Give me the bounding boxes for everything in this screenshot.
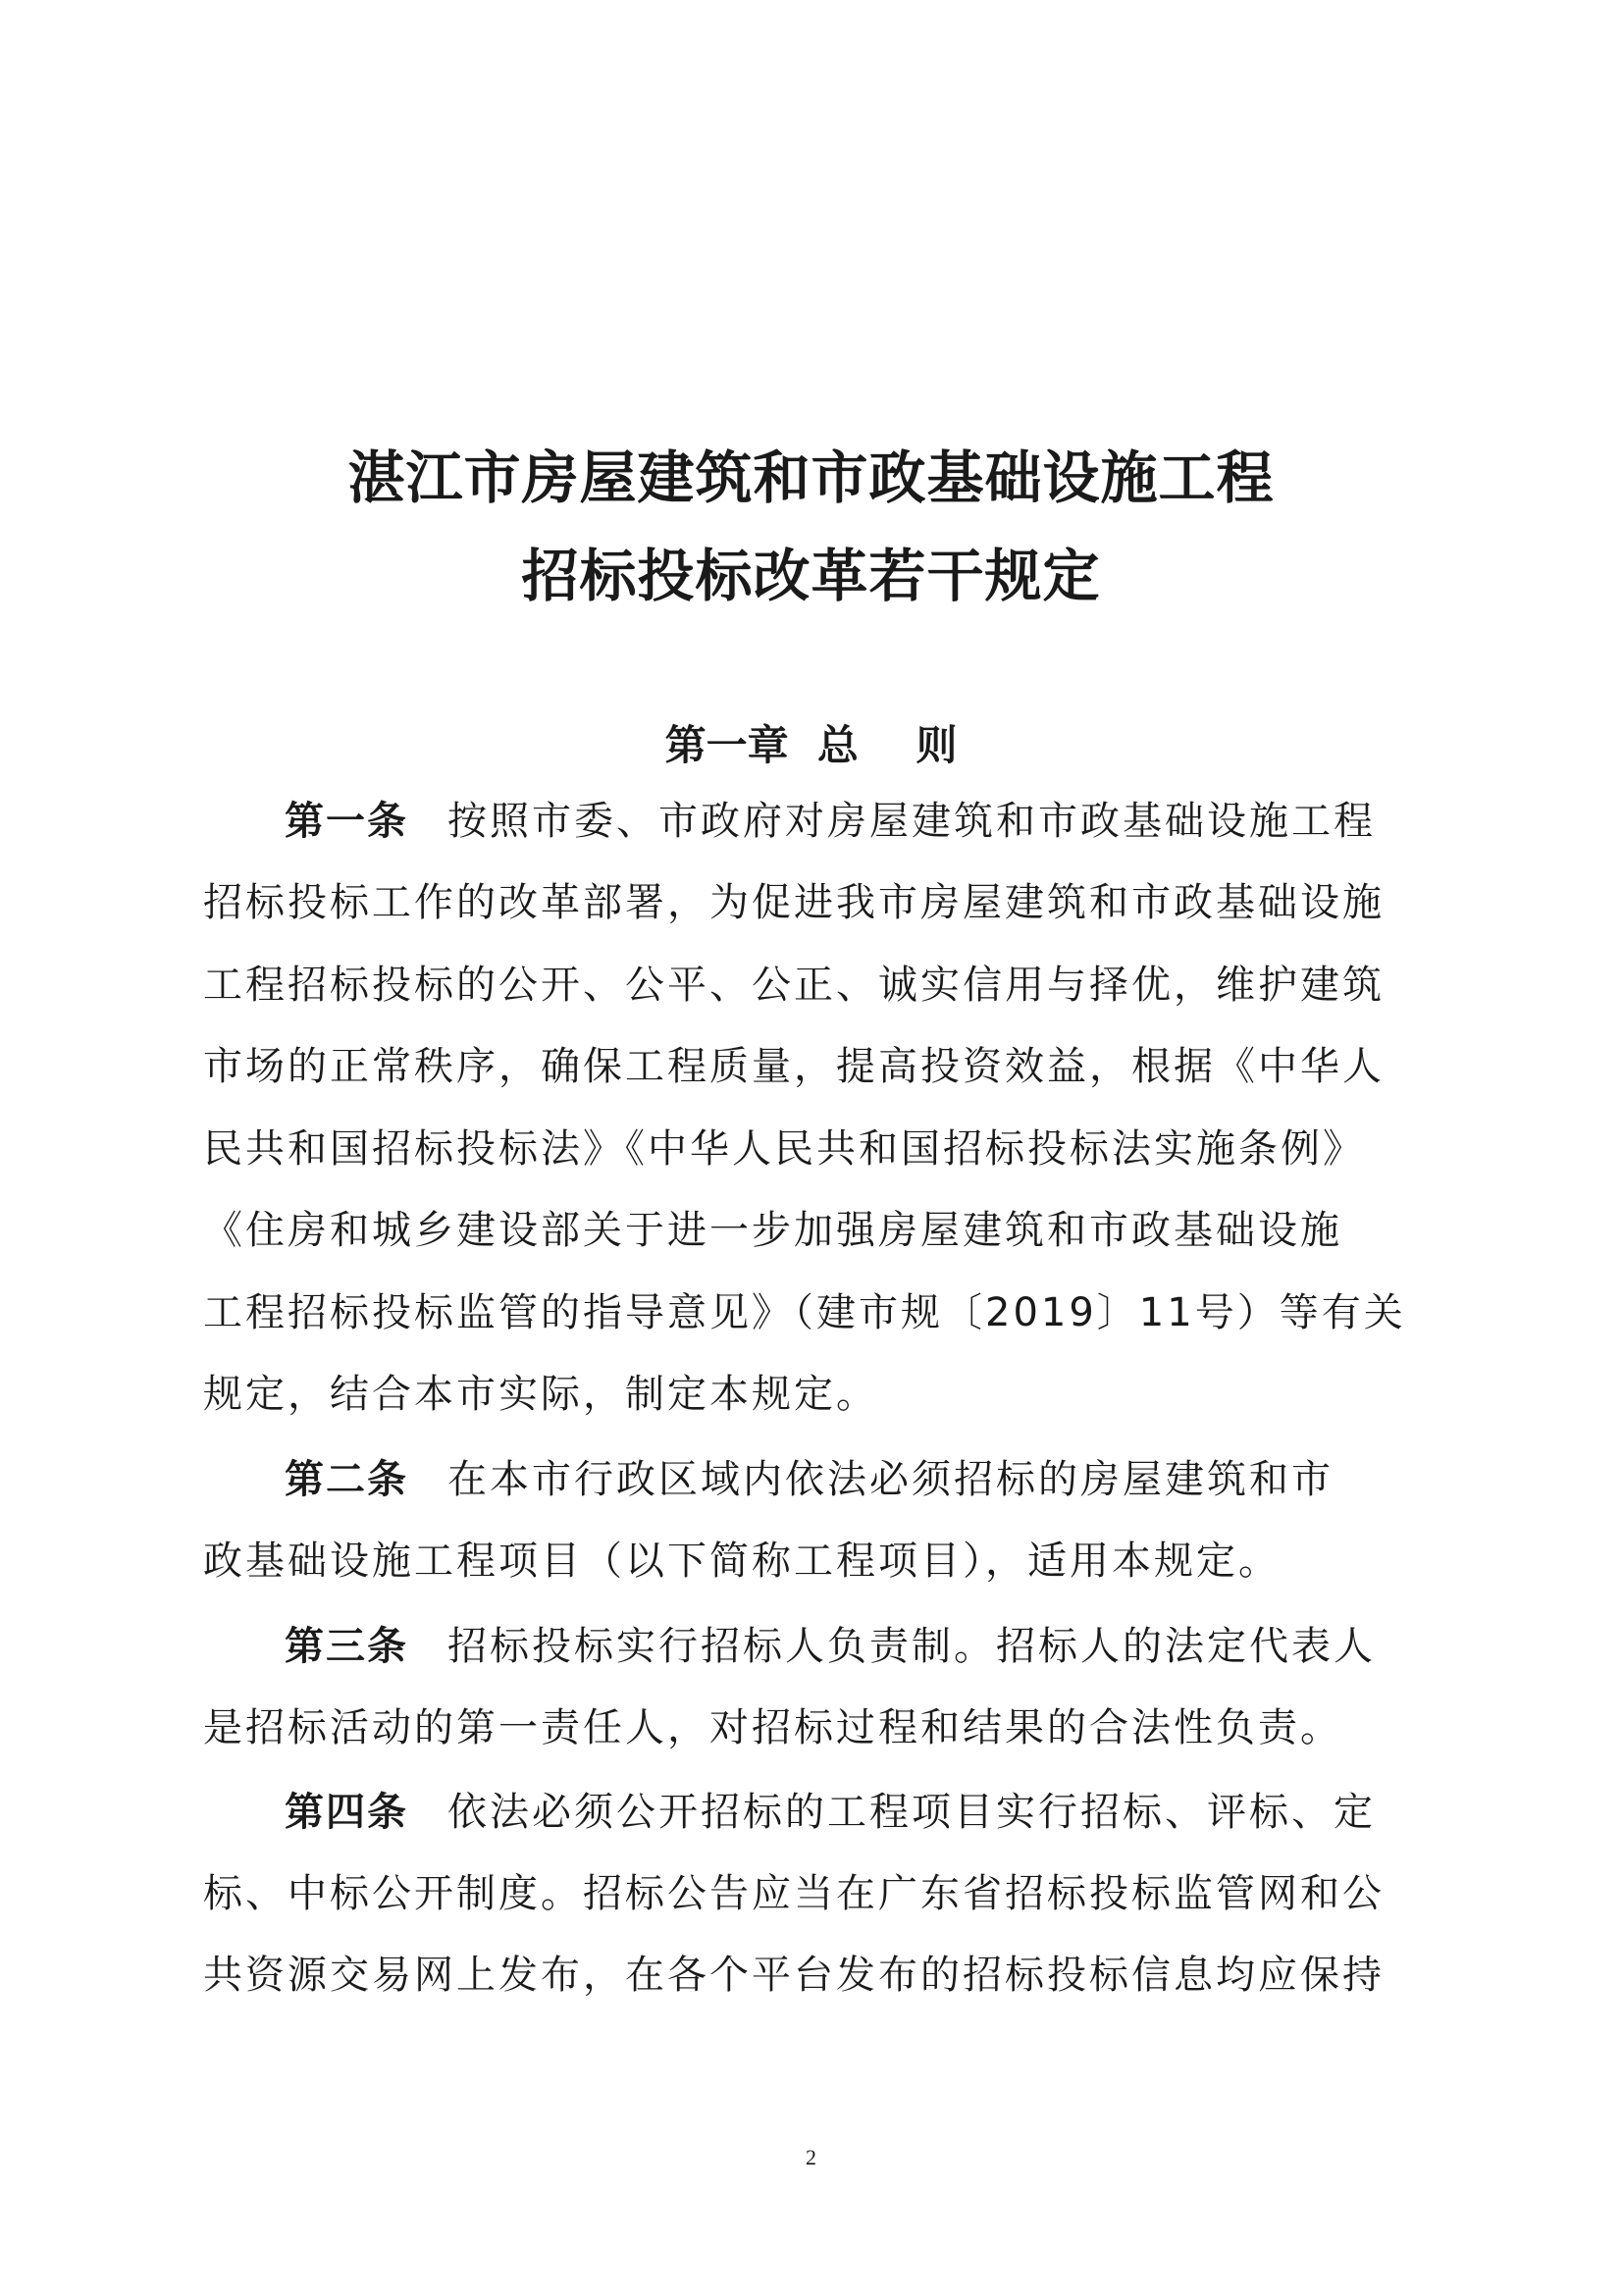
article-1-line-3: 工程招标投标的公开、公平、公正、诚实信用与择优，维护建筑	[203, 963, 1385, 1008]
article-3-line-1	[285, 1622, 1376, 1671]
article-2-label: 第二条	[285, 1457, 408, 1502]
article-2-line-1	[285, 1455, 1334, 1504]
article-2-line-2: 政基础设施工程项目（以下简称工程项目），适用本规定。	[203, 1539, 1281, 1584]
article-1-line-4: 市场的正常秩序，确保工程质量，提高投资效益，根据《中华人	[203, 1044, 1385, 1089]
article-4-label: 第四条	[285, 1790, 408, 1835]
chapter-heading: 第一章 总 则	[664, 721, 958, 769]
article-4-line-3: 共资源交易网上发布，在各个平台发布的招标投标信息均应保持	[203, 1953, 1385, 1998]
article-3-text: 招标投标实行招标人负责制。招标人的法定代表人	[447, 1624, 1376, 1669]
article-1-line-8: 规定，结合本市实际，制定本规定。	[203, 1372, 878, 1417]
article-1-text: 按照市委、市政府对房屋建筑和市政基础设施工程	[447, 799, 1376, 844]
article-1-line-5: 民共和国招标投标法》《中华人民共和国招标投标法实施条例》	[203, 1126, 1365, 1172]
article-4-line-1	[285, 1788, 1376, 1837]
article-4-text: 依法必须公开招标的工程项目实行招标、评标、定	[447, 1790, 1376, 1835]
article-1-label: 第一条	[285, 799, 408, 844]
document-title-line-2: 招标投标改革若干规定	[521, 543, 1101, 609]
document-title-line-1: 湛江市房屋建筑和市政基础设施工程	[347, 444, 1275, 511]
article-3-line-2: 是招标活动的第一责任人，对招标过程和结果的合法性负责。	[203, 1705, 1342, 1750]
page-number: 2	[806, 2145, 816, 2169]
article-1-line-7: 工程招标投标监管的指导意见》（建市规〔2019〕11号）等有关	[203, 1290, 1406, 1335]
article-2-text: 在本市行政区域内依法必须招标的房屋建筑和市	[447, 1457, 1334, 1502]
article-1-line-2: 招标投标工作的改革部署，为促进我市房屋建筑和市政基础设施	[203, 880, 1385, 925]
article-1-line-1	[285, 797, 1376, 846]
article-1-line-6: 《住房和城乡建设部关于进一步加强房屋建筑和市政基础设施	[203, 1208, 1342, 1253]
article-3-label: 第三条	[285, 1624, 408, 1669]
article-4-line-2: 标、中标公开制度。招标公告应当在广东省招标投标监管网和公	[203, 1871, 1385, 1916]
